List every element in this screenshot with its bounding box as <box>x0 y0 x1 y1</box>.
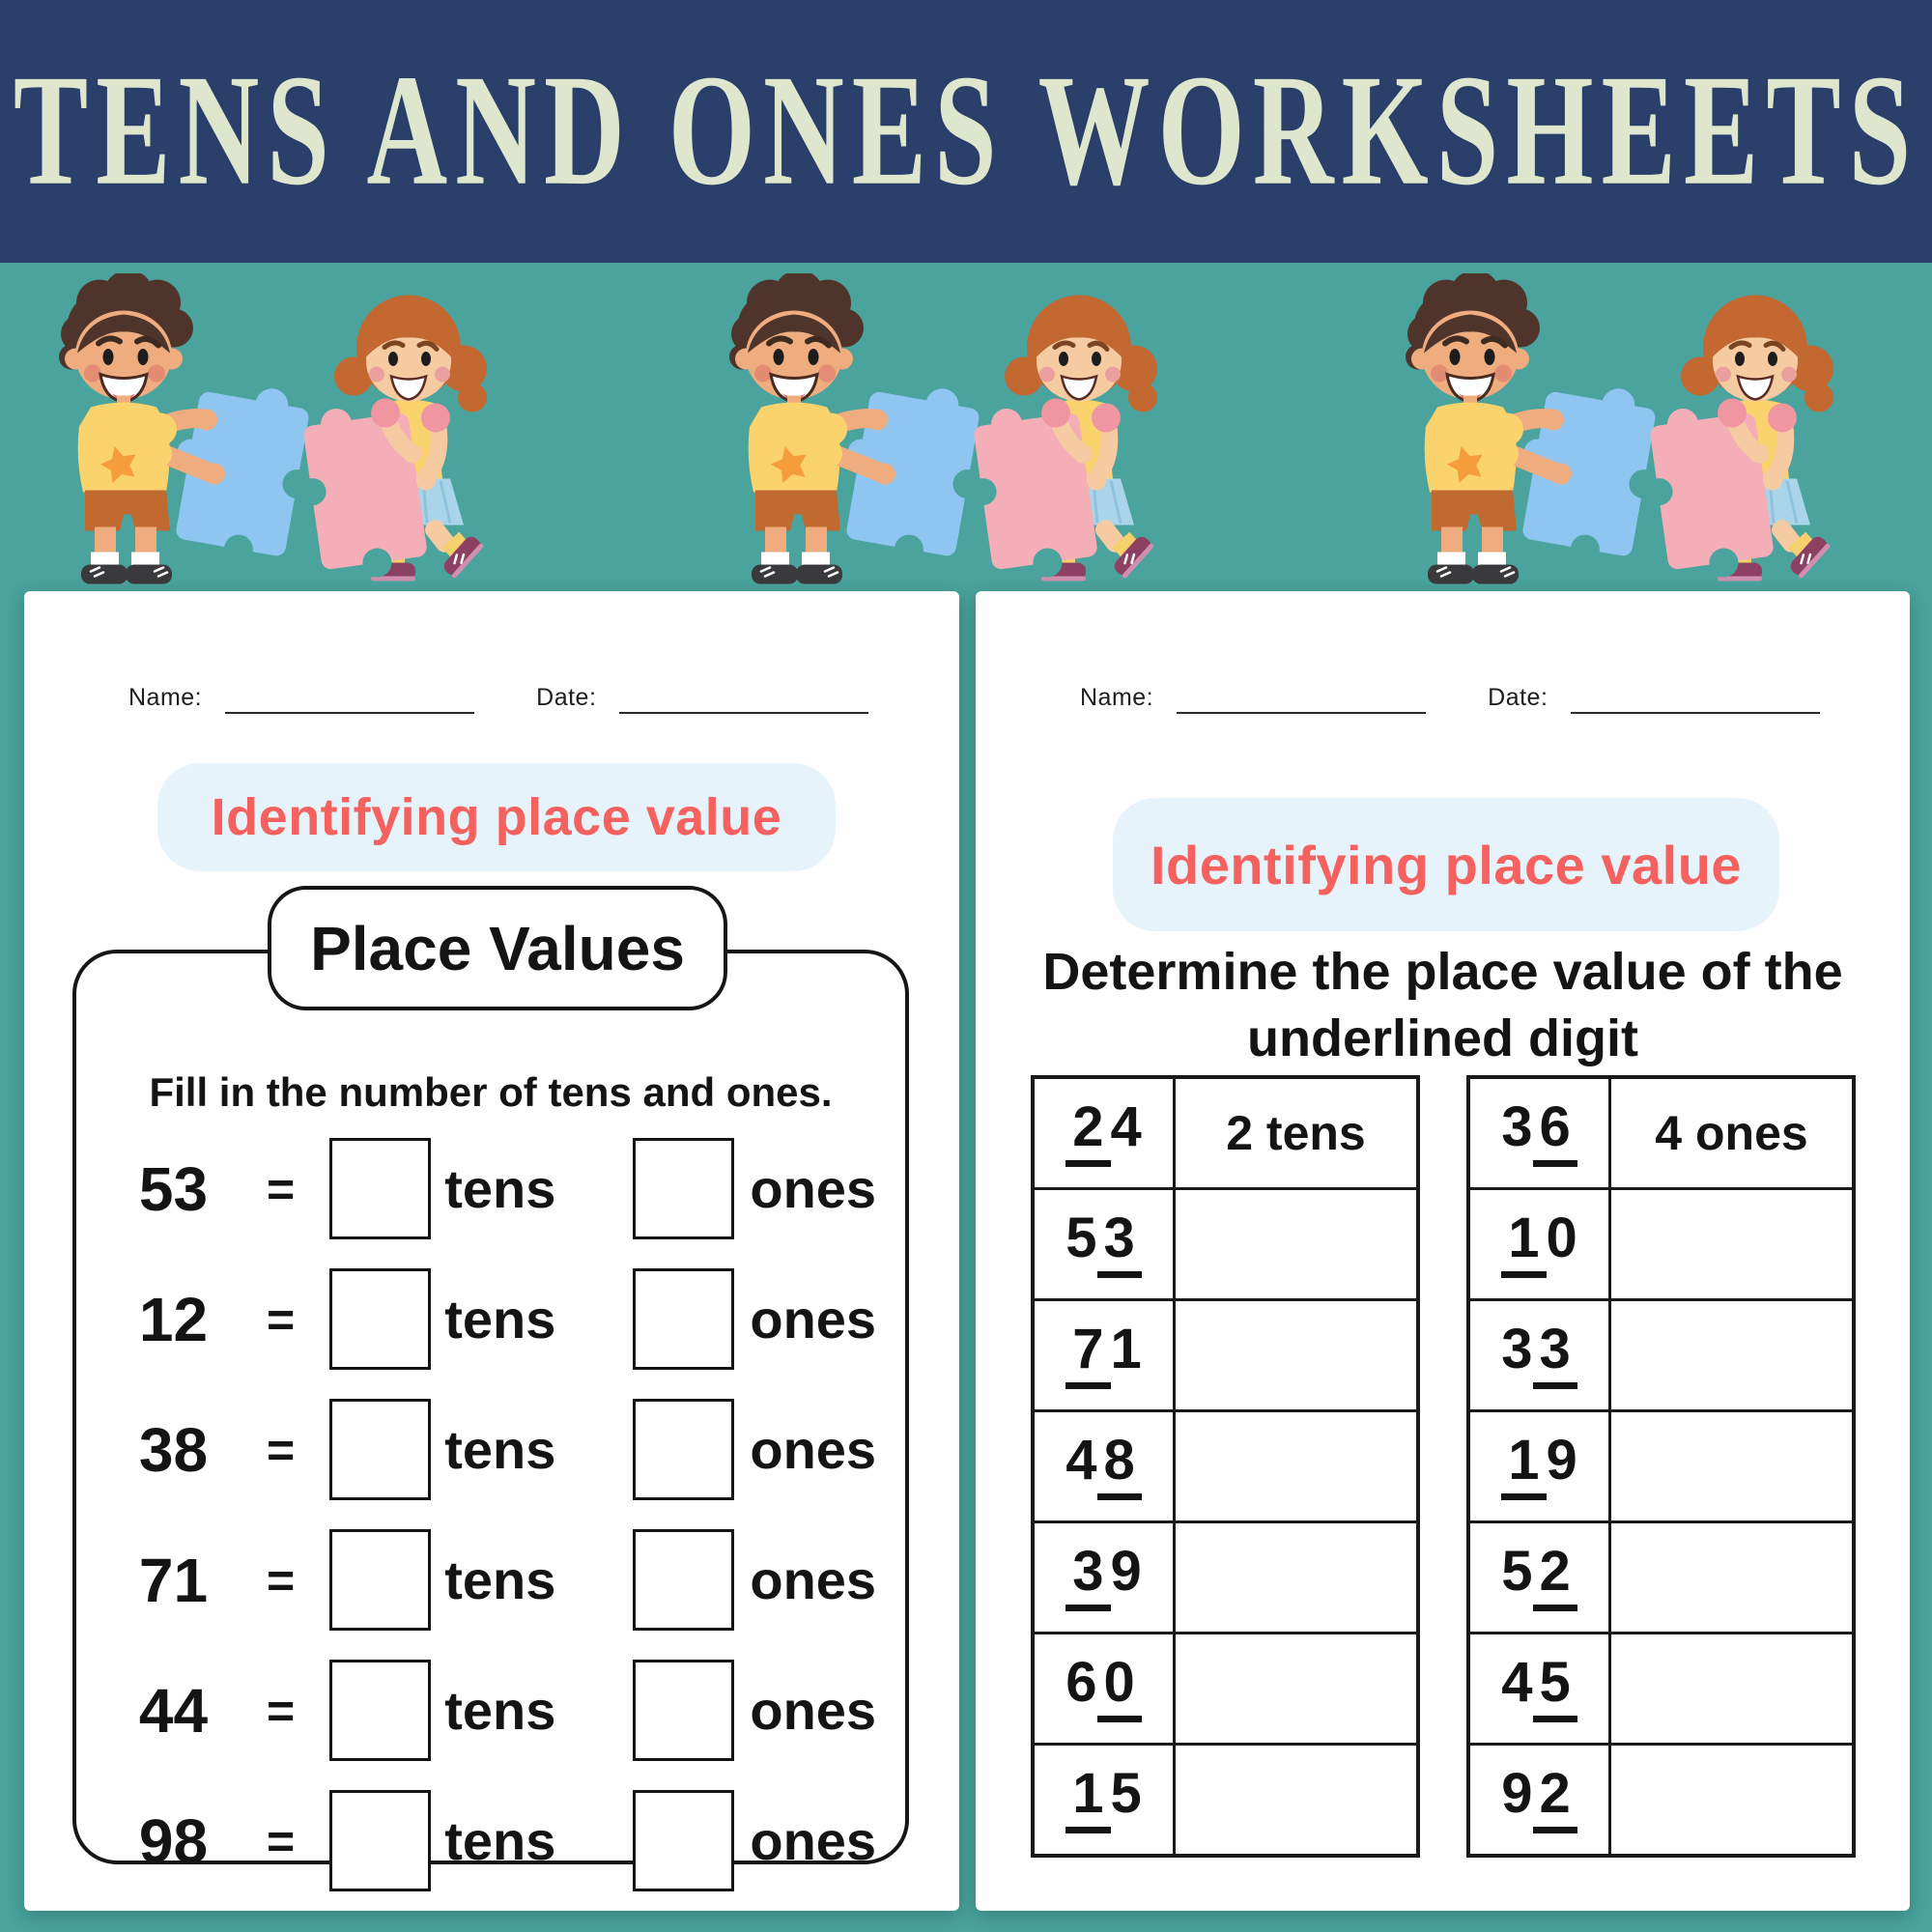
number-cell: 3 3 <box>1470 1301 1611 1409</box>
tens-label: tens <box>444 1289 556 1350</box>
worksheet-page-left <box>24 591 959 1911</box>
ones-label: ones <box>750 1419 877 1480</box>
date-line[interactable] <box>619 689 868 714</box>
number-cell: 2 4 <box>1035 1079 1176 1187</box>
problem-number: 98 <box>138 1805 209 1876</box>
number-cell: 7 1 <box>1035 1301 1176 1409</box>
underlined-digit: 2 <box>1533 1544 1577 1611</box>
problem-row <box>76 1254 905 1384</box>
table-row <box>1035 1632 1416 1743</box>
name-date-row <box>24 684 959 714</box>
ones-box[interactable] <box>633 1138 734 1239</box>
tens-label: tens <box>444 1680 556 1741</box>
underlined-digit: 7 <box>1065 1321 1110 1389</box>
problem-number: 53 <box>138 1153 209 1224</box>
problem-row <box>76 1515 905 1645</box>
place-value-table-right <box>1466 1075 1856 1858</box>
table-row <box>1470 1187 1852 1298</box>
equals-sign: = <box>267 1422 296 1477</box>
table-row <box>1035 1298 1416 1409</box>
ones-label: ones <box>750 1549 877 1610</box>
tens-label: tens <box>444 1419 556 1480</box>
answer-cell[interactable] <box>1176 1746 1416 1854</box>
answer-cell[interactable]: 2 tens <box>1226 1106 1366 1160</box>
kids-puzzle-illustration <box>1374 273 1876 593</box>
tens-box[interactable] <box>329 1790 431 1891</box>
tens-box[interactable] <box>329 1399 431 1500</box>
name-date-row <box>976 684 1910 714</box>
name-line[interactable] <box>225 689 474 714</box>
underlined-digit: 0 <box>1097 1655 1142 1722</box>
number-cell: 3 9 <box>1035 1523 1176 1632</box>
answer-cell[interactable] <box>1176 1301 1416 1409</box>
problem-number: 44 <box>138 1675 209 1746</box>
underlined-digit: 2 <box>1065 1099 1110 1167</box>
problem-number: 38 <box>138 1414 209 1485</box>
underlined-digit: 1 <box>1501 1433 1546 1500</box>
ones-label: ones <box>750 1810 877 1871</box>
answer-cell[interactable] <box>1611 1190 1852 1298</box>
table-row <box>1470 1520 1852 1632</box>
identifying-place-value-badge: Identifying place value <box>1113 798 1779 931</box>
underlined-digit: 1 <box>1501 1210 1546 1278</box>
number-cell: 4 5 <box>1470 1634 1611 1743</box>
ones-label: ones <box>750 1158 877 1219</box>
underlined-digit: 5 <box>1533 1655 1577 1722</box>
answer-cell[interactable] <box>1611 1746 1852 1854</box>
tens-box[interactable] <box>329 1138 431 1239</box>
number-cell: 1 5 <box>1035 1746 1176 1854</box>
tens-box[interactable] <box>329 1268 431 1370</box>
number-cell: 5 3 <box>1035 1190 1176 1298</box>
place-value-table-left <box>1031 1075 1420 1858</box>
tens-label: tens <box>444 1549 556 1610</box>
kids-puzzle-illustration <box>697 273 1200 593</box>
underlined-digit: 3 <box>1065 1544 1110 1611</box>
table-row <box>1035 1520 1416 1632</box>
answer-cell[interactable] <box>1176 1412 1416 1520</box>
equals-sign: = <box>267 1292 296 1347</box>
date-label: Date: <box>1488 684 1548 711</box>
name-label: Name: <box>1080 684 1154 711</box>
tens-label: tens <box>444 1810 556 1871</box>
problem-row <box>76 1384 905 1515</box>
underlined-digit: 8 <box>1097 1433 1142 1500</box>
worksheet-panel <box>72 950 909 1876</box>
equals-sign: = <box>267 1161 296 1216</box>
table-row <box>1470 1409 1852 1520</box>
ones-label: ones <box>750 1680 877 1741</box>
problem-row <box>76 1776 905 1906</box>
tens-box[interactable] <box>329 1529 431 1631</box>
place-values-tab <box>268 886 727 1010</box>
ones-box[interactable] <box>633 1529 734 1631</box>
number-cell: 4 8 <box>1035 1412 1176 1520</box>
number-cell: 1 9 <box>1470 1412 1611 1520</box>
table-row <box>1035 1187 1416 1298</box>
name-label: Name: <box>128 684 203 711</box>
answer-cell[interactable] <box>1611 1412 1852 1520</box>
ones-box[interactable] <box>633 1660 734 1761</box>
panel-instruction: Fill in the number of tens and ones. <box>149 1069 833 1115</box>
ones-box[interactable] <box>633 1399 734 1500</box>
ones-label: ones <box>750 1289 877 1350</box>
tens-box[interactable] <box>329 1660 431 1761</box>
underlined-digit: 3 <box>1533 1321 1577 1389</box>
page-title: TENS AND ONES WORKSHEETS <box>13 43 1919 219</box>
equals-sign: = <box>267 1813 296 1868</box>
number-cell: 5 2 <box>1470 1523 1611 1632</box>
table-row <box>1470 1079 1852 1187</box>
answer-cell[interactable] <box>1611 1634 1852 1743</box>
table-row <box>1035 1079 1416 1187</box>
number-cell: 9 2 <box>1470 1746 1611 1854</box>
kids-puzzle-illustration <box>27 273 529 593</box>
answer-cell[interactable]: 4 ones <box>1655 1106 1808 1160</box>
answer-cell[interactable] <box>1176 1523 1416 1632</box>
table-row <box>1035 1409 1416 1520</box>
table-row <box>1470 1298 1852 1409</box>
tens-label: tens <box>444 1158 556 1219</box>
underlined-digit: 3 <box>1097 1210 1142 1278</box>
ones-box[interactable] <box>633 1790 734 1891</box>
equals-sign: = <box>267 1552 296 1607</box>
problem-number: 12 <box>138 1284 209 1354</box>
worksheet-page-right <box>976 591 1910 1911</box>
date-label: Date: <box>536 684 597 711</box>
determine-heading: Determine the place value of the underlined digit <box>1042 943 1843 1068</box>
table-row <box>1470 1632 1852 1743</box>
answer-cell[interactable] <box>1611 1301 1852 1409</box>
number-cell: 1 0 <box>1470 1190 1611 1298</box>
problem-number: 71 <box>138 1545 209 1615</box>
answer-cell[interactable] <box>1176 1190 1416 1298</box>
number-cell: 3 6 <box>1470 1079 1611 1187</box>
problem-row <box>76 1645 905 1776</box>
underlined-digit: 6 <box>1533 1099 1577 1167</box>
identifying-place-value-badge: Identifying place value <box>157 763 836 871</box>
name-line[interactable] <box>1177 689 1426 714</box>
table-row <box>1035 1743 1416 1854</box>
ones-box[interactable] <box>633 1268 734 1370</box>
number-cell: 6 0 <box>1035 1634 1176 1743</box>
answer-cell[interactable] <box>1611 1523 1852 1632</box>
table-row <box>1470 1743 1852 1854</box>
panel-title: Place Values <box>310 913 685 983</box>
title-banner <box>0 0 1932 263</box>
problem-row <box>76 1123 905 1254</box>
problem-rows <box>76 1123 905 1906</box>
underlined-digit: 2 <box>1533 1766 1577 1833</box>
answer-cell[interactable] <box>1176 1634 1416 1743</box>
underlined-digit: 1 <box>1065 1766 1110 1833</box>
date-line[interactable] <box>1571 689 1820 714</box>
equals-sign: = <box>267 1683 296 1738</box>
